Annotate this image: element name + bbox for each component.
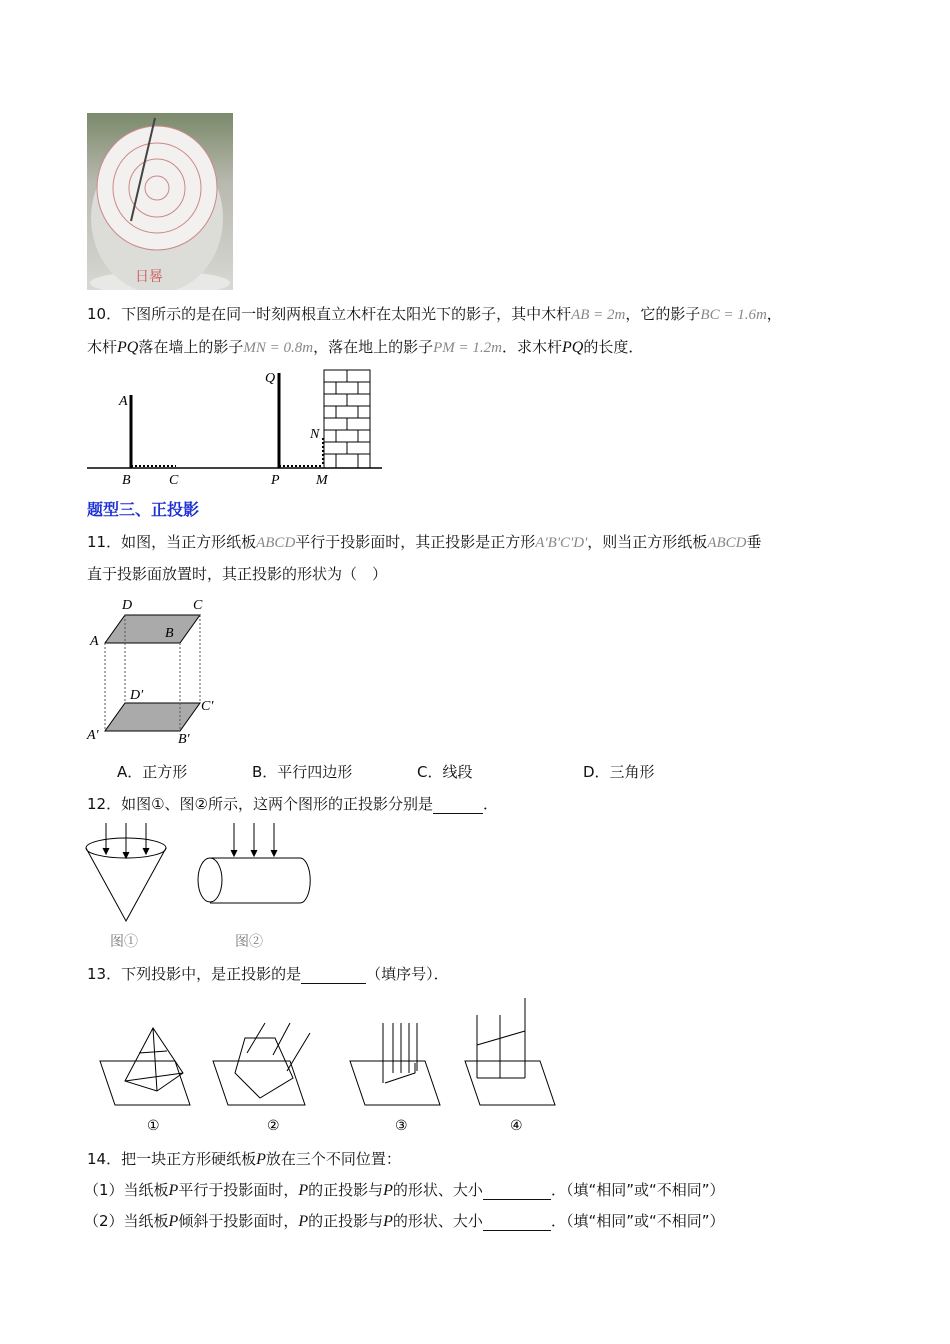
- label-P: P: [271, 473, 280, 488]
- option-label-4: ④: [510, 1119, 523, 1134]
- label-A: A: [119, 394, 128, 409]
- label-C: C: [169, 473, 179, 488]
- question-14: 14．把一块正方形硬纸板P放在三个不同位置：: [87, 1150, 401, 1168]
- label-B-prime: B′: [178, 732, 190, 747]
- label-A: A: [90, 634, 99, 649]
- option-a[interactable]: A．正方形: [117, 763, 188, 781]
- question-10-line2: 木杆PQ落在墙上的影子MN = 0.8m，落在地上的影子PM = 1.2m．求木杆PQ的长度．: [87, 338, 644, 356]
- option-label-2: ②: [267, 1119, 280, 1134]
- label-C: C: [193, 598, 203, 613]
- label-D: D: [122, 598, 133, 613]
- label-M: M: [316, 473, 328, 488]
- option-c[interactable]: C．线段: [417, 763, 473, 781]
- option-b[interactable]: B．平行四边形: [252, 763, 353, 781]
- figure-2-caption: 图②: [235, 935, 263, 950]
- label-C-prime: C′: [201, 699, 214, 714]
- label-D-prime: D′: [130, 688, 144, 703]
- question-14-item-2: （2）当纸板P倾斜于投影面时，P的正投影与P的形状、大小 ．（填“相同”或“不相同”）: [84, 1212, 725, 1230]
- pole-shadow-figure: [80, 365, 390, 490]
- sundial-caption: 日晷: [135, 270, 163, 285]
- question-13: 13．下列投影中，是正投影的是 （填序号）．: [87, 965, 449, 983]
- option-label-1: ①: [147, 1119, 160, 1134]
- question-12: 12．如图①、图②所示，这两个图形的正投影分别是 ．: [87, 795, 498, 813]
- label-N: N: [310, 427, 320, 442]
- label-B: B: [165, 626, 174, 641]
- label-A-prime: A′: [87, 728, 99, 743]
- sundial-photo: [87, 113, 233, 290]
- question-14-item-1: （1）当纸板P平行于投影面时，P的正投影与P的形状、大小 ．（填“相同”或“不相同”）: [84, 1181, 725, 1199]
- option-d[interactable]: D．三角形: [583, 763, 655, 781]
- cone-cylinder-figure: [80, 818, 320, 953]
- question-11-line1: 11．如图，当正方形纸板ABCD平行于投影面时，其正投影是正方形A'B'C'D'，则当正方形纸板ABCD垂: [87, 533, 762, 551]
- question-11-line2: 直于投影面放置时，其正投影的形状为（ ）: [87, 565, 388, 583]
- projection-options-figure: [95, 993, 565, 1138]
- square-projection-figure: [85, 595, 225, 750]
- figure-1-caption: 图①: [110, 935, 138, 950]
- label-B: B: [122, 473, 131, 488]
- option-label-3: ③: [395, 1119, 408, 1134]
- section-heading: 题型三、正投影: [87, 500, 200, 519]
- question-10-line1: 10．下图所示的是在同一时刻两根直立木杆在太阳光下的影子，其中木杆AB = 2m，它的影子BC = 1.6m，: [87, 305, 782, 323]
- label-Q: Q: [265, 371, 276, 386]
